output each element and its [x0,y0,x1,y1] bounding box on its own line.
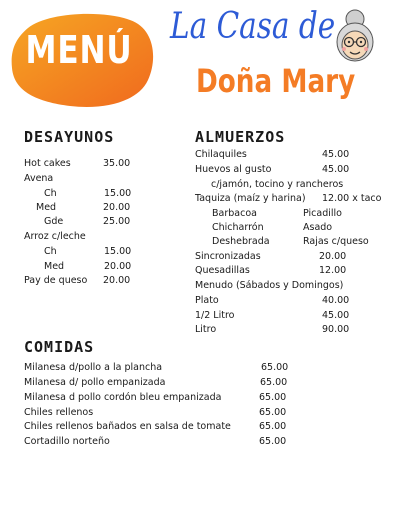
almuerzo-item-name: Menudo (Sábados y Domingos) [195,280,344,291]
almuerzo-item-note: c/jamón, tocino y rancheros [211,179,344,190]
desayuno-item-name: Hot cakes [24,158,71,169]
desayuno-item-name: Med [44,261,65,272]
desayuno-item-price: 20.00 [103,275,131,286]
comida-item-name: Chiles rellenos [24,407,94,418]
taquiza-option: Chicharrón [212,222,264,233]
desayuno-item-price: 15.00 [104,188,132,199]
desayuno-item-name: Avena [24,173,54,184]
comida-item-name: Milanesa d/pollo a la plancha [24,362,163,373]
comidas-title: COMIDAS [24,338,95,356]
almuerzo-item-price: 45.00 [322,310,350,321]
comida-item-price: 65.00 [260,377,288,388]
comida-item-price: 65.00 [259,392,287,403]
comida-item-price: 65.00 [259,407,287,418]
comida-item-name: Milanesa d pollo cordón bleu empanizada [24,392,222,403]
almuerzo-item-price: 12.00 [319,265,347,276]
desayuno-item-name: Ch [44,188,57,199]
desayuno-item-price: 25.00 [103,216,131,227]
almuerzo-item-price: 12.00 x taco [322,193,382,204]
almuerzo-item-price: 20.00 [319,251,347,262]
comida-item-name: Cortadillo norteño [24,436,110,447]
almuerzo-item-name: 1/2 Litro [195,310,235,321]
desayuno-item-name: Ch [44,246,57,257]
comida-item-price: 65.00 [259,421,287,432]
almuerzo-item-name: Taquiza (maíz y harina) [195,193,306,204]
desayuno-item-price: 20.00 [104,261,132,272]
taquiza-option: Picadillo [303,208,342,219]
brand-name-line2: Doña Mary [196,62,356,100]
taquiza-option: Asado [303,222,333,233]
desayuno-item-name: Med [36,202,57,213]
desayuno-item-name: Gde [44,216,64,227]
almuerzo-item-price: 45.00 [322,149,350,160]
comida-item-name: Milanesa d/ pollo empanizada [24,377,166,388]
brand-name-line1: La Casa de [170,6,336,47]
comida-item-name: Chiles rellenos bañados en salsa de tomate [24,421,231,432]
comida-item-price: 65.00 [259,436,287,447]
grandma-face-icon [332,8,378,64]
almuerzo-item-price: 40.00 [322,295,350,306]
comida-item-price: 65.00 [261,362,289,373]
almuerzo-item-name: Sincronizadas [195,251,261,262]
almuerzo-item-name: Quesadillas [195,265,250,276]
taquiza-option: Barbacoa [212,208,257,219]
almuerzo-item-name: Chilaquiles [195,149,247,160]
almuerzo-item-price: 45.00 [322,164,350,175]
taquiza-option: Deshebrada [212,236,270,247]
desayuno-item-price: 15.00 [104,246,132,257]
desayuno-item-price: 20.00 [103,202,131,213]
menu-title: MENÚ [25,28,133,72]
almuerzo-item-name: Plato [195,295,219,306]
almuerzo-item-name: Huevos al gusto [195,164,272,175]
desayunos-title: DESAYUNOS [24,128,115,146]
almuerzo-item-name: Litro [195,324,217,335]
almuerzo-item-price: 90.00 [322,324,350,335]
desayuno-item-price: 35.00 [103,158,131,169]
taquiza-option: Rajas c/queso [303,236,369,247]
almuerzos-title: ALMUERZOS [195,128,286,146]
desayuno-item-name: Arroz c/leche [24,231,86,242]
desayuno-item-name: Pay de queso [24,275,88,286]
